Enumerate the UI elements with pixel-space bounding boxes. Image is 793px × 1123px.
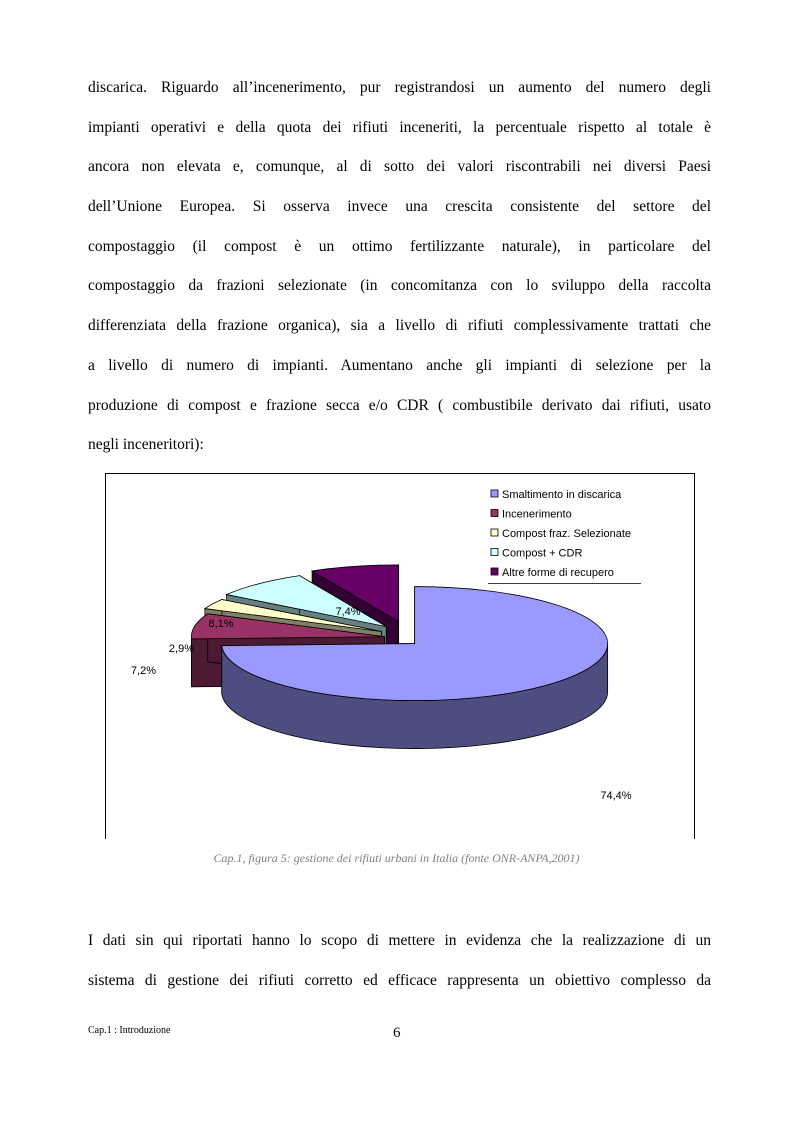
data-label: 2,9% <box>168 643 194 655</box>
text-line: ancora non elevata e, comunque, al di sotto dei valori riscontrabili nei diversi Paesi <box>88 158 711 176</box>
text-line: a livello di numero di impianti. Aumentano anche gli impianti di selezione per la <box>88 356 711 374</box>
pie-chart-frame <box>105 473 695 839</box>
text-line: impianti operativi e della quota dei rifiuti inceneriti, la percentuale rispetto al totale è <box>88 118 711 136</box>
legend-swatch <box>491 549 498 556</box>
legend-label: Compost fraz. Selezionate <box>502 528 632 540</box>
data-label: 8,1% <box>208 618 234 630</box>
legend-label: Compost + CDR <box>502 547 583 560</box>
legend-swatch <box>491 568 498 575</box>
text-line: differenziata della frazione organica), sia a livello di rifiuti complessivamente trattati che <box>88 317 711 335</box>
legend-swatch <box>491 490 498 497</box>
page-number: 6 <box>393 1025 401 1041</box>
legend-label: Altre forme di recupero <box>502 567 614 579</box>
legend-label: Incenerimento <box>502 508 572 521</box>
text-line: produzione di compost e frazione secca e/o CDR ( combustibile derivato dai rifiuti, usato <box>88 396 711 414</box>
paragraph-2 <box>88 931 711 1010</box>
figure-caption: Cap.1, figura 5: gestione dei rifiuti urbani in Italia (fonte ONR-ANPA,2001) <box>213 851 580 865</box>
pie-slices <box>191 565 607 749</box>
legend-swatch <box>491 529 498 536</box>
text-line: compostaggio (il compost è un ottimo fertilizzante naturale), in particolare del <box>88 237 711 255</box>
data-label: 7,2% <box>130 665 156 677</box>
text-line: dell’Unione Europea. Si osserva invece una crescita consistente del settore del <box>88 198 711 216</box>
text-line: sistema di gestione dei rifiuti corretto ed efficace rappresenta un obiettivo complesso da <box>88 971 711 989</box>
text-line: compostaggio da frazioni selezionate (in concomitanza con lo sviluppo della raccolta <box>88 277 711 295</box>
legend-swatch <box>491 510 498 517</box>
data-label: 74,4% <box>600 790 632 802</box>
text-line: discarica. Riguardo all’incenerimento, pur registrandosi un aumento del numero degli <box>88 79 711 96</box>
paragraph-1 <box>88 78 711 475</box>
footer-chapter: Cap.1 : Introduzione <box>88 1025 171 1036</box>
pie-chart <box>106 474 694 839</box>
legend-label: Smaltimento in discarica <box>502 489 622 501</box>
chart-legend <box>488 489 641 584</box>
data-label: 7,4% <box>335 606 361 618</box>
text-line: negli inceneritori): <box>88 436 204 454</box>
text-line: I dati sin qui riportati hanno lo scopo di mettere in evidenza che la realizzazione di un <box>88 932 711 949</box>
